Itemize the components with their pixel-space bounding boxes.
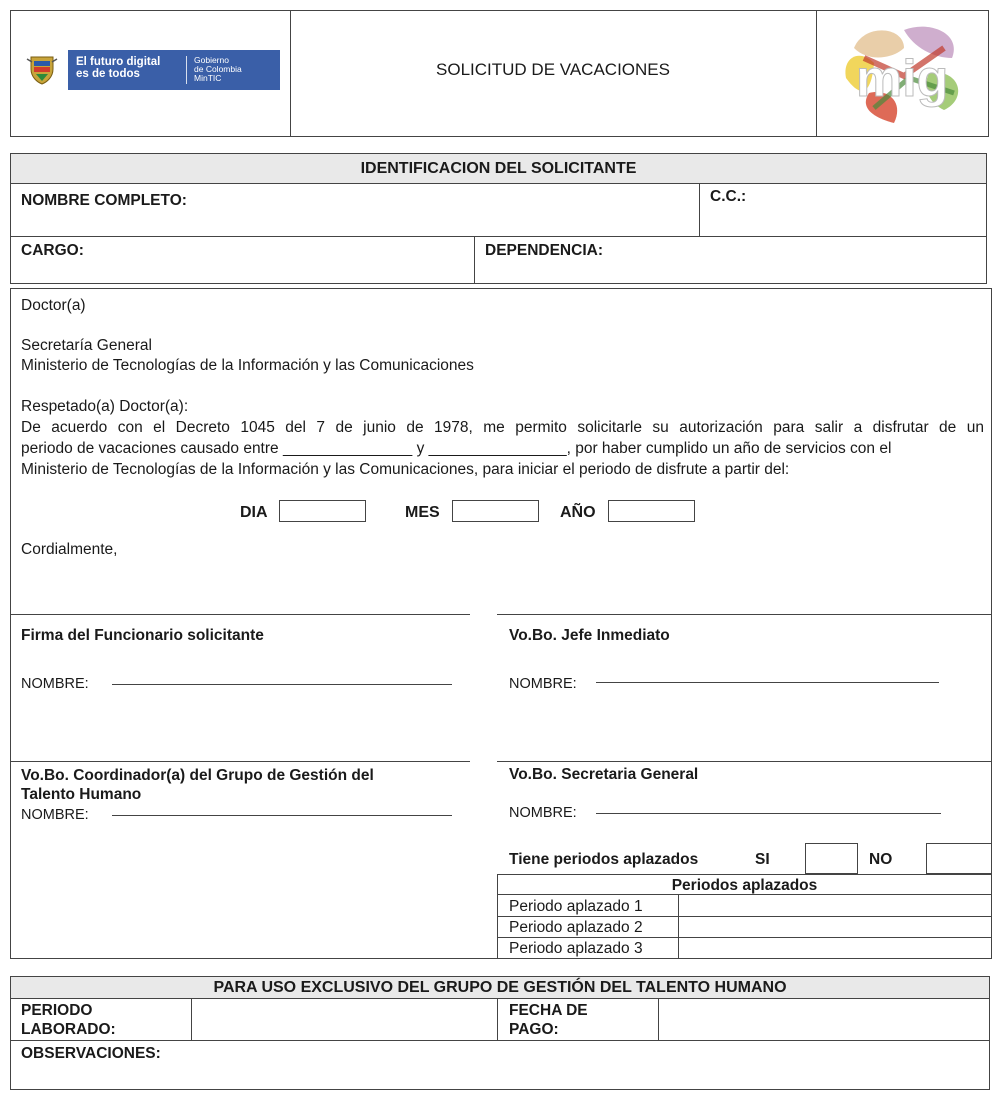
vobo-secretaria-label: Vo.Bo. Secretaria General (509, 766, 699, 783)
aplazados-no-checkbox[interactable] (926, 843, 992, 874)
cc-field[interactable] (755, 186, 980, 232)
mig-logo-icon (834, 18, 974, 126)
fecha-pago-line2: PAGO: (509, 1021, 559, 1038)
coordinador-nombre-label: NOMBRE: (21, 807, 89, 823)
logo-separator (186, 56, 187, 84)
coordinador-nombre-line[interactable] (112, 815, 452, 816)
periodo-laborado-field[interactable] (193, 1000, 495, 1038)
vobo-coordinador-line1: Vo.Bo. Coordinador(a) del Grupo de Gestión del (21, 767, 374, 784)
vobo-coordinador-label (21, 766, 374, 804)
letter-body-line1: De acuerdo con el Decreto 1045 del 7 de junio de 1978, me permito solicitarle su autorización para salir a disfrutar de un (21, 419, 984, 436)
colombia-shield-icon (20, 48, 64, 92)
svg-text:mig: mig (856, 50, 949, 108)
fecha-pago-field[interactable] (660, 1000, 988, 1038)
observaciones-label: OBSERVACIONES: (21, 1045, 161, 1062)
cc-divider (699, 183, 700, 236)
aplazados-si-label: SI (755, 851, 770, 868)
uso-exclusivo-heading: PARA USO EXCLUSIVO DEL GRUPO DE GESTIÓN DEL TALENTO HUMANO (213, 979, 787, 996)
funcionario-nombre-line[interactable] (112, 684, 452, 685)
letter-body-line2 (21, 439, 984, 458)
logo-gobierno (194, 56, 242, 83)
aplazados-table-rule-1 (497, 894, 992, 895)
cargo-row-rule (10, 236, 987, 237)
anio-label: AÑO (560, 504, 596, 521)
nombre-completo-label: NOMBRE COMPLETO: (21, 192, 187, 209)
aplazados-no-label: NO (869, 851, 893, 868)
aplazados-row-2-label: Periodo aplazado 2 (509, 919, 643, 936)
header-divider-right (816, 10, 817, 137)
fecha-pago-divider-right (658, 998, 659, 1040)
letter-address-line2: Ministerio de Tecnologías de la Información y las Comunicaciones (21, 357, 474, 374)
jefe-nombre-label: NOMBRE: (509, 676, 577, 692)
fecha-pago-line1: FECHA DE (509, 1002, 588, 1019)
logo-slogan (76, 56, 160, 80)
mintic-banner (68, 50, 280, 90)
aplazados-table-col-divider (678, 894, 679, 959)
aplazados-row-3-label: Periodo aplazado 3 (509, 940, 643, 957)
periodo-laborado-label (21, 1001, 116, 1039)
dependencia-label: DEPENDENCIA: (485, 242, 603, 259)
vobo-jefe-label: Vo.Bo. Jefe Inmediato (509, 627, 670, 644)
letter-address-line1: Secretaría General (21, 337, 152, 354)
aplazados-table-heading: Periodos aplazados (671, 877, 818, 894)
fecha-pago-divider-left (497, 998, 498, 1040)
dia-input[interactable] (279, 500, 366, 522)
firma-funcionario-rule (10, 614, 470, 615)
vobo-coordinador-line2: Talento Humano (21, 786, 142, 803)
letter-body-line2-end: , por haber cumplido un año de servicios con el (566, 440, 892, 457)
logo-sub2: de Colombia (194, 64, 242, 74)
firma-secretaria-rule (497, 761, 992, 762)
cargo-field[interactable] (90, 240, 468, 280)
letter-closing: Cordialmente, (21, 541, 118, 558)
aplazados-row-3-value[interactable] (680, 938, 990, 957)
aplazados-question: Tiene periodos aplazados (509, 851, 699, 868)
firma-funcionario-label: Firma del Funcionario solicitante (21, 627, 264, 644)
identificacion-heading-rule (10, 183, 987, 184)
dependencia-field[interactable] (620, 240, 980, 280)
jefe-nombre-line[interactable] (596, 682, 939, 683)
logo-slogan-line2: es de todos (76, 68, 140, 80)
observaciones-rule (10, 1040, 990, 1041)
aplazados-row-1-value[interactable] (680, 896, 990, 915)
letter-body-y: y (416, 440, 425, 457)
nombre-completo-field[interactable] (220, 186, 690, 232)
identificacion-heading: IDENTIFICACION DEL SOLICITANTE (360, 160, 637, 177)
dependencia-divider (474, 236, 475, 284)
letter-body-line2-start: periodo de vacaciones causado entre (21, 440, 279, 457)
firma-jefe-rule (497, 614, 992, 615)
mes-label: MES (405, 504, 440, 521)
periodo-laborado-divider (191, 998, 192, 1040)
logo-sub3: MinTIC (194, 73, 222, 83)
observaciones-field[interactable] (12, 1064, 988, 1088)
dia-label: DIA (240, 504, 268, 521)
periodo-desde-blank[interactable]: _______________ (282, 440, 413, 457)
mintic-logo (20, 48, 282, 92)
logo-sub1: Gobierno (194, 55, 229, 65)
mes-input[interactable] (452, 500, 539, 522)
funcionario-nombre-label: NOMBRE: (21, 676, 89, 692)
letter-salutation: Doctor(a) (21, 297, 86, 314)
periodo-laborado-line1: PERIODO (21, 1002, 93, 1019)
periodo-hasta-blank[interactable]: ________________ (428, 440, 567, 457)
logo-slogan-line1: El futuro digital (76, 56, 161, 68)
letter-body-line3: Ministerio de Tecnologías de la Información y las Comunicaciones, para iniciar el periodo de disfrute a partir del: (21, 461, 790, 478)
letter-greeting: Respetado(a) Doctor(a): (21, 398, 189, 415)
cargo-label: CARGO: (21, 242, 84, 259)
secretaria-nombre-line[interactable] (596, 813, 941, 814)
cc-label: C.C.: (710, 188, 747, 205)
aplazados-row-2-value[interactable] (680, 917, 990, 936)
uso-exclusivo-heading-rule (10, 998, 990, 999)
fecha-pago-label (509, 1001, 588, 1039)
anio-input[interactable] (608, 500, 695, 522)
firma-coordinador-rule (10, 761, 470, 762)
periodo-laborado-line2: LABORADO: (21, 1021, 116, 1038)
document-title: SOLICITUD DE VACACIONES (436, 60, 670, 79)
aplazados-si-checkbox[interactable] (805, 843, 858, 874)
secretaria-nombre-label: NOMBRE: (509, 805, 577, 821)
mig-logo (834, 18, 974, 126)
aplazados-row-1-label: Periodo aplazado 1 (509, 898, 643, 915)
